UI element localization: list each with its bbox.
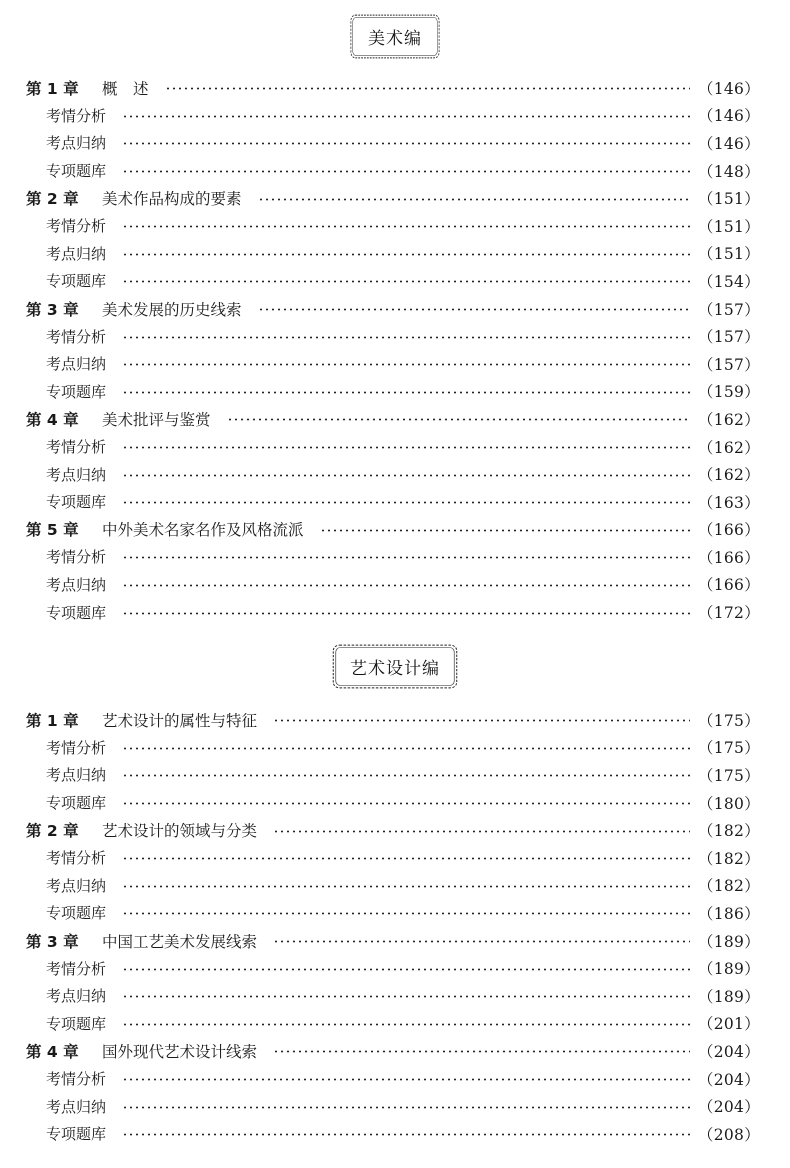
chapter-number: 第 4 章 — [26, 410, 79, 429]
toc-subsection-row[interactable] — [26, 899, 760, 927]
dot-leader — [122, 280, 690, 284]
toc-entry-label — [26, 930, 257, 952]
toc-entry-label — [26, 764, 106, 785]
toc-subsection-row[interactable] — [26, 598, 760, 626]
subsection-title: 专项题库 — [46, 382, 107, 401]
subsection-title: 专项题库 — [46, 794, 107, 813]
toc-entry-label — [26, 187, 242, 209]
toc-entry-label — [26, 1013, 106, 1034]
toc-chapter-row[interactable] — [26, 516, 760, 544]
page-number: （189） — [697, 932, 760, 951]
dot-leader — [258, 197, 690, 201]
page-number: （151） — [697, 245, 760, 264]
toc-subsection-row[interactable] — [26, 1092, 760, 1120]
page-number: （146） — [697, 134, 760, 153]
toc-entry-label — [26, 1096, 106, 1117]
toc-subsection-row[interactable] — [26, 460, 760, 488]
page-number: （182） — [697, 877, 760, 896]
toc-entry-label — [26, 1040, 257, 1062]
page-number: （182） — [697, 849, 760, 868]
toc-entry-label — [26, 546, 106, 567]
dot-leader — [122, 1105, 690, 1109]
toc-subsection-row[interactable] — [26, 102, 760, 130]
toc-entry-label — [26, 847, 106, 868]
subsection-title: 考情分析 — [46, 217, 107, 236]
subsection-title: 考点归纳 — [46, 134, 107, 153]
toc-entry-label — [26, 464, 106, 485]
page-number: （204） — [697, 1098, 760, 1117]
toc-subsection-row[interactable] — [26, 789, 760, 817]
dot-leader — [227, 418, 690, 422]
toc-subsection-row[interactable] — [26, 1065, 760, 1093]
dot-leader — [122, 967, 690, 971]
subsection-title: 考情分析 — [46, 438, 107, 457]
toc-list-art-design — [26, 706, 760, 1148]
subsection-title: 专项题库 — [46, 1125, 107, 1144]
toc-entry-label — [26, 270, 106, 291]
subsection-title: 考情分析 — [46, 738, 107, 757]
toc-entry-label — [26, 709, 257, 731]
page-number: （162） — [697, 438, 760, 457]
toc-entry-label — [26, 958, 106, 979]
chapter-title: 概 述 — [102, 79, 149, 98]
dot-leader — [273, 940, 690, 944]
page-number: （204） — [697, 1042, 760, 1061]
subsection-title: 考点归纳 — [46, 987, 107, 1006]
chapter-number: 第 1 章 — [26, 79, 79, 98]
dot-leader — [122, 746, 690, 750]
page-number: （166） — [697, 548, 760, 567]
subsection-title: 专项题库 — [46, 272, 107, 291]
toc-entry-label — [26, 298, 242, 320]
page-number: （163） — [697, 493, 760, 512]
toc-subsection-row[interactable] — [26, 571, 760, 599]
page-number: （182） — [697, 822, 760, 841]
section-title: 美术编 — [368, 28, 422, 49]
subsection-title: 专项题库 — [46, 904, 107, 923]
decorative-title-frame — [332, 644, 458, 689]
toc-subsection-row[interactable] — [26, 488, 760, 516]
page-number: （208） — [697, 1125, 760, 1144]
toc-entry-label — [26, 105, 106, 126]
toc-subsection-row[interactable] — [26, 322, 760, 350]
toc-entry-label — [26, 737, 106, 758]
toc-entry-label — [26, 160, 106, 181]
dot-leader — [122, 556, 690, 560]
toc-subsection-row[interactable] — [26, 872, 760, 900]
toc-chapter-row[interactable] — [26, 927, 760, 955]
toc-subsection-row[interactable] — [26, 1010, 760, 1038]
page-number: （186） — [697, 904, 760, 923]
page-number: （175） — [697, 711, 760, 730]
toc-subsection-row[interactable] — [26, 433, 760, 461]
chapter-number: 第 2 章 — [26, 190, 79, 209]
toc-entry-label — [26, 491, 106, 512]
page-number: （189） — [697, 987, 760, 1006]
subsection-title: 考点归纳 — [46, 766, 107, 785]
dot-leader — [122, 611, 690, 615]
subsection-title: 专项题库 — [46, 162, 107, 181]
toc-entry-label — [26, 353, 106, 374]
dot-leader — [122, 912, 690, 916]
dot-leader — [122, 774, 690, 778]
page-number: （162） — [697, 466, 760, 485]
subsection-title: 考情分析 — [46, 1070, 107, 1089]
dot-leader — [122, 363, 690, 367]
chapter-number: 第 2 章 — [26, 822, 79, 841]
subsection-title: 考情分析 — [46, 548, 107, 567]
chapter-title: 中外美术名家名作及风格流派 — [102, 521, 304, 540]
toc-subsection-row[interactable] — [26, 157, 760, 185]
dot-leader — [273, 1050, 690, 1054]
toc-entry-label — [26, 902, 106, 923]
chapter-title: 美术作品构成的要素 — [102, 190, 242, 209]
toc-subsection-row[interactable] — [26, 267, 760, 295]
toc-subsection-row[interactable] — [26, 761, 760, 789]
toc-subsection-row[interactable] — [26, 240, 760, 268]
toc-chapter-row[interactable] — [26, 405, 760, 433]
dot-leader — [258, 308, 690, 312]
page-number: （162） — [697, 410, 760, 429]
toc-entry-label — [26, 1123, 106, 1144]
toc-entry-label — [26, 381, 106, 402]
toc-entry-label — [26, 132, 106, 153]
dot-leader — [273, 829, 690, 833]
page-number: （146） — [697, 79, 760, 98]
dot-leader — [273, 719, 690, 723]
chapter-number: 第 1 章 — [26, 711, 79, 730]
toc-subsection-row[interactable] — [26, 1120, 760, 1148]
toc-subsection-row[interactable] — [26, 543, 760, 571]
subsection-title: 考点归纳 — [46, 575, 107, 594]
subsection-title: 专项题库 — [46, 493, 107, 512]
chapter-title: 国外现代艺术设计线索 — [102, 1042, 258, 1061]
section-title: 艺术设计编 — [350, 658, 440, 679]
chapter-title: 美术发展的历史线索 — [102, 300, 242, 319]
subsection-title: 考点归纳 — [46, 465, 107, 484]
dot-leader — [165, 87, 690, 91]
toc-subsection-row[interactable] — [26, 378, 760, 406]
subsection-title: 考情分析 — [46, 849, 107, 868]
dot-leader — [122, 446, 690, 450]
chapter-title: 艺术设计的属性与特征 — [102, 711, 258, 730]
page-number: （175） — [697, 766, 760, 785]
page-number: （151） — [697, 190, 760, 209]
page-number: （166） — [697, 576, 760, 595]
toc-entry-label — [26, 1068, 106, 1089]
dot-leader — [122, 114, 690, 118]
toc-chapter-row[interactable] — [26, 74, 760, 102]
toc-subsection-row[interactable] — [26, 212, 760, 240]
toc-entry-label — [26, 326, 106, 347]
toc-chapter-row[interactable] — [26, 295, 760, 323]
subsection-title: 考点归纳 — [46, 355, 107, 374]
subsection-title: 考点归纳 — [46, 876, 107, 895]
page-number: （189） — [697, 960, 760, 979]
dot-leader — [122, 252, 690, 256]
toc-chapter-row[interactable] — [26, 1037, 760, 1065]
toc-subsection-row[interactable] — [26, 982, 760, 1010]
dot-leader — [122, 995, 690, 999]
dot-leader — [122, 335, 690, 339]
subsection-title: 考情分析 — [46, 327, 107, 346]
toc-entry-label — [26, 436, 106, 457]
dot-leader — [122, 1078, 690, 1082]
section-heading-fine-art — [0, 6, 790, 66]
page-number: （204） — [697, 1070, 760, 1089]
chapter-title: 美术批评与鉴赏 — [102, 410, 211, 429]
toc-entry-label — [26, 77, 149, 99]
dot-leader — [122, 802, 690, 806]
page-number: （175） — [697, 739, 760, 758]
dot-leader — [122, 1133, 690, 1137]
dot-leader — [122, 1022, 690, 1026]
page-number: （151） — [697, 217, 760, 236]
dot-leader — [122, 884, 690, 888]
toc-entry-label — [26, 574, 106, 595]
dot-leader — [122, 390, 690, 394]
toc-entry-label — [26, 792, 106, 813]
toc-entry-label — [26, 518, 304, 540]
toc-chapter-row[interactable] — [26, 706, 760, 734]
dot-leader — [122, 501, 690, 505]
chapter-number: 第 4 章 — [26, 1042, 79, 1061]
toc-chapter-row[interactable] — [26, 184, 760, 212]
page-number: （146） — [697, 107, 760, 126]
page-number: （180） — [697, 794, 760, 813]
toc-entry-label — [26, 985, 106, 1006]
toc-chapter-row[interactable] — [26, 816, 760, 844]
page-number: （157） — [697, 300, 760, 319]
toc-subsection-row[interactable] — [26, 844, 760, 872]
toc-entry-label — [26, 875, 106, 896]
dot-leader — [122, 142, 690, 146]
dot-leader — [122, 857, 690, 861]
subsection-title: 考点归纳 — [46, 244, 107, 263]
toc-entry-label — [26, 602, 106, 623]
decorative-title-frame — [350, 14, 440, 59]
chapter-number: 第 3 章 — [26, 300, 79, 319]
page-number: （154） — [697, 272, 760, 291]
toc-list-fine-art — [26, 74, 760, 626]
chapter-number: 第 3 章 — [26, 932, 79, 951]
subsection-title: 考情分析 — [46, 106, 107, 125]
page-number: （157） — [697, 328, 760, 347]
page-number: （157） — [697, 355, 760, 374]
page-number: （201） — [697, 1015, 760, 1034]
page-number: （159） — [697, 383, 760, 402]
section-heading-art-design — [0, 636, 790, 696]
chapter-title: 中国工艺美术发展线索 — [102, 932, 258, 951]
chapter-number: 第 5 章 — [26, 521, 79, 540]
toc-entry-label — [26, 819, 257, 841]
dot-leader — [122, 170, 690, 174]
dot-leader — [122, 225, 690, 229]
chapter-title: 艺术设计的领域与分类 — [102, 822, 258, 841]
toc-entry-label — [26, 215, 106, 236]
page-number: （166） — [697, 521, 760, 540]
toc-subsection-row[interactable] — [26, 954, 760, 982]
toc-subsection-row[interactable] — [26, 350, 760, 378]
subsection-title: 考点归纳 — [46, 1097, 107, 1116]
page-number: （148） — [697, 162, 760, 181]
toc-subsection-row[interactable] — [26, 129, 760, 157]
subsection-title: 考情分析 — [46, 959, 107, 978]
page-number: （172） — [697, 604, 760, 623]
subsection-title: 专项题库 — [46, 1014, 107, 1033]
dot-leader — [122, 583, 690, 587]
dot-leader — [122, 473, 690, 477]
toc-entry-label — [26, 408, 211, 430]
subsection-title: 专项题库 — [46, 603, 107, 622]
dot-leader — [320, 528, 690, 532]
toc-entry-label — [26, 243, 106, 264]
toc-subsection-row[interactable] — [26, 734, 760, 762]
